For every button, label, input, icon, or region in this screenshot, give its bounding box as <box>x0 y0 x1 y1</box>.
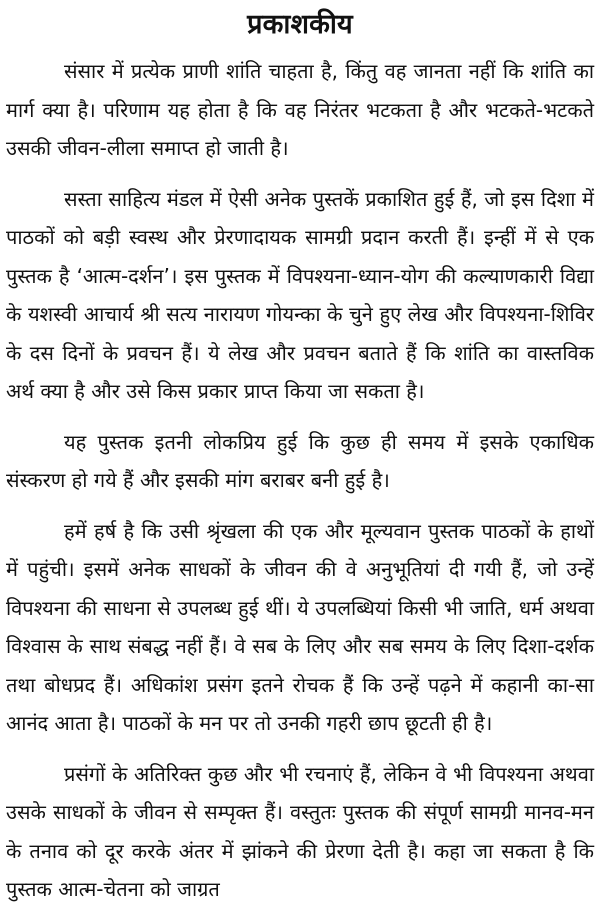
paragraph-4: हमें हर्ष है कि उसी श्रृंखला की एक और मूल्यवान पुस्तक पाठकों के हाथों में पहुंची। इसमें अनेक साधकों के जीवन की वे अनुभूतियां दी गयी हैं, जो उन्हें विपश्यना की साधना से उपलब्ध हुई थीं। ये उपलब्धियां किसी भी जाति, धर्म अथवा विश्वास के साथ संबद्ध नहीं हैं। वे सब के लिए और सब समय के लिए दिशा-दर्शक तथा बोधप्रद हैं। अधिकांश प्रसंग इतने रोचक हैं कि उन्हें पढ़ने में कहानी का-सा आनंद आता है। पाठकों के मन पर तो उनकी गहरी छाप छूटती ही है। <box>6 518 594 735</box>
page-title: प्रकाशकीय <box>247 9 353 40</box>
paragraph-2: सस्ता साहित्य मंडल में ऐसी अनेक पुस्तकें प्रकाशित हुई हैं, जो इस दिशा में पाठकों को बड़ी स्वस्थ और प्रेरणादायक सामग्री प्रदान करती हैं। इन्हीं में से एक पुस्तक है ‘आत्म-दर्शन’। इस पुस्तक में विपश्यना-ध्यान-योग की कल्याणकारी विद्या के यशस्वी आचार्य श्री सत्य नारायण गोयन्का के चुने हुए लेख और विपश्यना-शिविर के दस दिनों के प्रवचन हैं। ये लेख और प्रवचन बताते हैं कि शांति का वास्तविक अर्थ क्या है और उसे किस प्रकार प्राप्त किया जा सकता है। <box>6 186 594 403</box>
paragraph-1: संसार में प्रत्येक प्राणी शांति चाहता है, किंतु वह जानता नहीं कि शांति का मार्ग क्या है। परिणाम यह होता है कि वह निरंतर भटकता है और भटकते-भटकते उसकी जीवन-लीला समाप्त हो जाती है। <box>6 59 594 160</box>
paragraph-3: यह पुस्तक इतनी लोकप्रिय हुई कि कुछ ही समय में इसके एकाधिक संस्करण हो गये हैं और इसकी मांग बराबर बनी हुई है। <box>6 429 594 492</box>
paragraph-5: प्रसंगों के अतिरिक्त कुछ और भी रचनाएं हैं, लेकिन वे भी विपश्यना अथवा उसके साधकों के जीवन से सम्पृक्त हैं। वस्तुतः पुस्तक की संपूर्ण सामग्री मानव-मन के तनाव को दूर करके अंतर में झांकने की प्रेरणा देती है। कहा जा सकता है कि पुस्तक आत्म-चेतना को जाग्रत <box>6 761 594 901</box>
body-text <box>6 52 594 909</box>
